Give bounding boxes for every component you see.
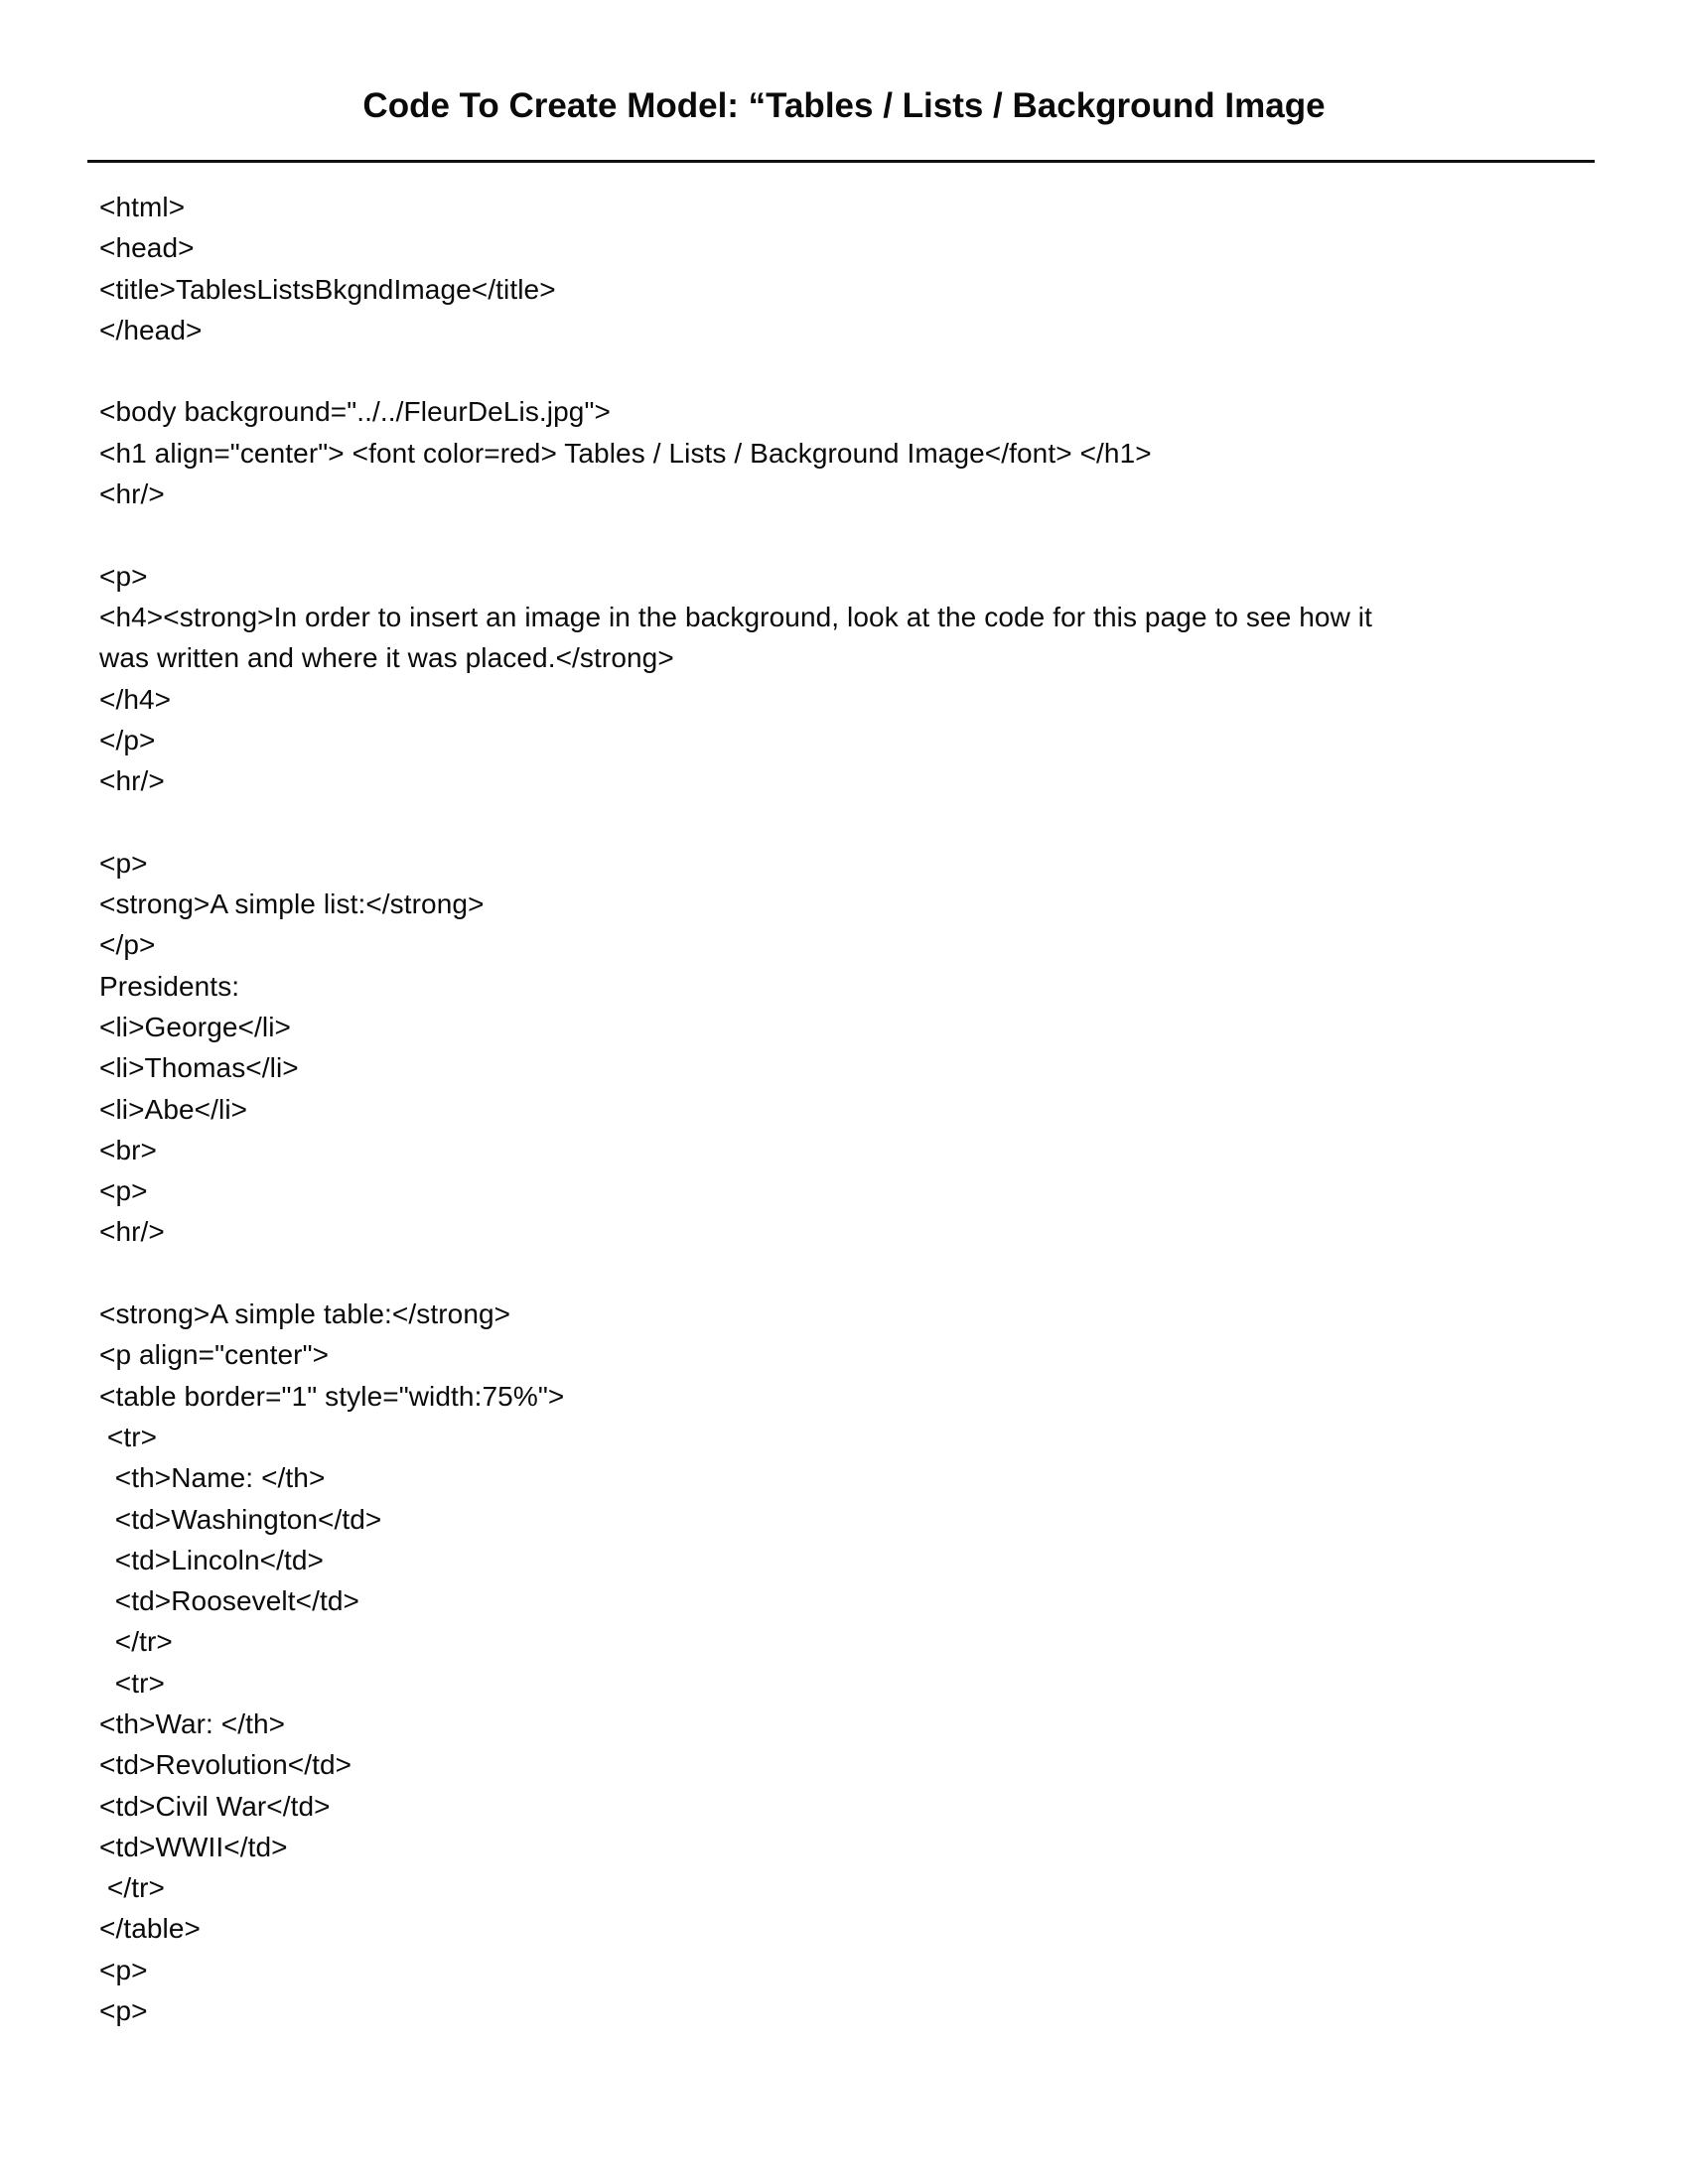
code-line: <hr/> xyxy=(99,1216,165,1248)
code-line: <li>Thomas</li> xyxy=(99,1052,299,1084)
code-line: <p> xyxy=(99,1175,148,1207)
code-line: <td>Roosevelt</td> xyxy=(99,1585,359,1617)
page-title: Code To Create Model: “Tables / Lists / Background Image xyxy=(362,86,1326,125)
code-line: <th>Name: </th> xyxy=(99,1462,326,1494)
code-line: Presidents: xyxy=(99,970,240,1002)
code-line: <hr/> xyxy=(99,478,165,510)
code-line: <p> xyxy=(99,1954,148,1985)
code-line: <title>TablesListsBkgndImage</title> xyxy=(99,273,556,305)
code-line: <tr> xyxy=(99,1421,158,1452)
title-divider xyxy=(87,160,1595,163)
code-line: </tr> xyxy=(99,1872,165,1904)
code-line: </table> xyxy=(99,1913,201,1945)
code-line: <td>Washington</td> xyxy=(99,1503,382,1535)
code-line: <tr> xyxy=(99,1667,165,1699)
code-line: <td>Revolution</td> xyxy=(99,1749,352,1781)
code-line: </p> xyxy=(99,929,156,961)
code-line: <td>WWII</td> xyxy=(99,1831,288,1862)
code-line: <th>War: </th> xyxy=(99,1707,286,1739)
code-line: </h4> xyxy=(99,683,172,715)
code-line: <hr/> xyxy=(99,765,165,797)
code-line: <h4><strong>In order to insert an image in the background, look at the code for this page to see how it xyxy=(99,601,1373,632)
code-line: <p> xyxy=(99,1995,148,2027)
code-listing xyxy=(99,187,1618,2031)
code-line: </p> xyxy=(99,724,156,755)
code-line: <p> xyxy=(99,847,148,879)
code-line: was written and where it was placed.</strong> xyxy=(99,642,674,674)
code-line: <h1 align="center"> <font color=red> Tables / Lists / Background Image</font> </h1> xyxy=(99,437,1152,469)
code-line: </tr> xyxy=(99,1626,173,1658)
code-line: <p align="center"> xyxy=(99,1339,330,1371)
code-line: <strong>A simple list:</strong> xyxy=(99,888,485,920)
code-line: <body background="../../FleurDeLis.jpg"> xyxy=(99,396,611,428)
code-line xyxy=(99,1253,1618,1294)
code-line: <td>Civil War</td> xyxy=(99,1790,331,1822)
code-line: <li>George</li> xyxy=(99,1011,291,1042)
code-line xyxy=(99,801,1618,842)
code-line: <td>Lincoln</td> xyxy=(99,1544,324,1575)
code-line: </head> xyxy=(99,314,203,345)
code-line: <head> xyxy=(99,232,195,264)
code-line: <li>Abe</li> xyxy=(99,1093,248,1125)
code-line: <table border="1" style="width:75%"> xyxy=(99,1380,565,1412)
code-line: <p> xyxy=(99,560,148,592)
code-line: <html> xyxy=(99,192,186,222)
code-line xyxy=(99,514,1618,555)
code-line: <strong>A simple table:</strong> xyxy=(99,1298,511,1330)
code-line: <br> xyxy=(99,1134,157,1165)
code-line xyxy=(99,350,1618,391)
